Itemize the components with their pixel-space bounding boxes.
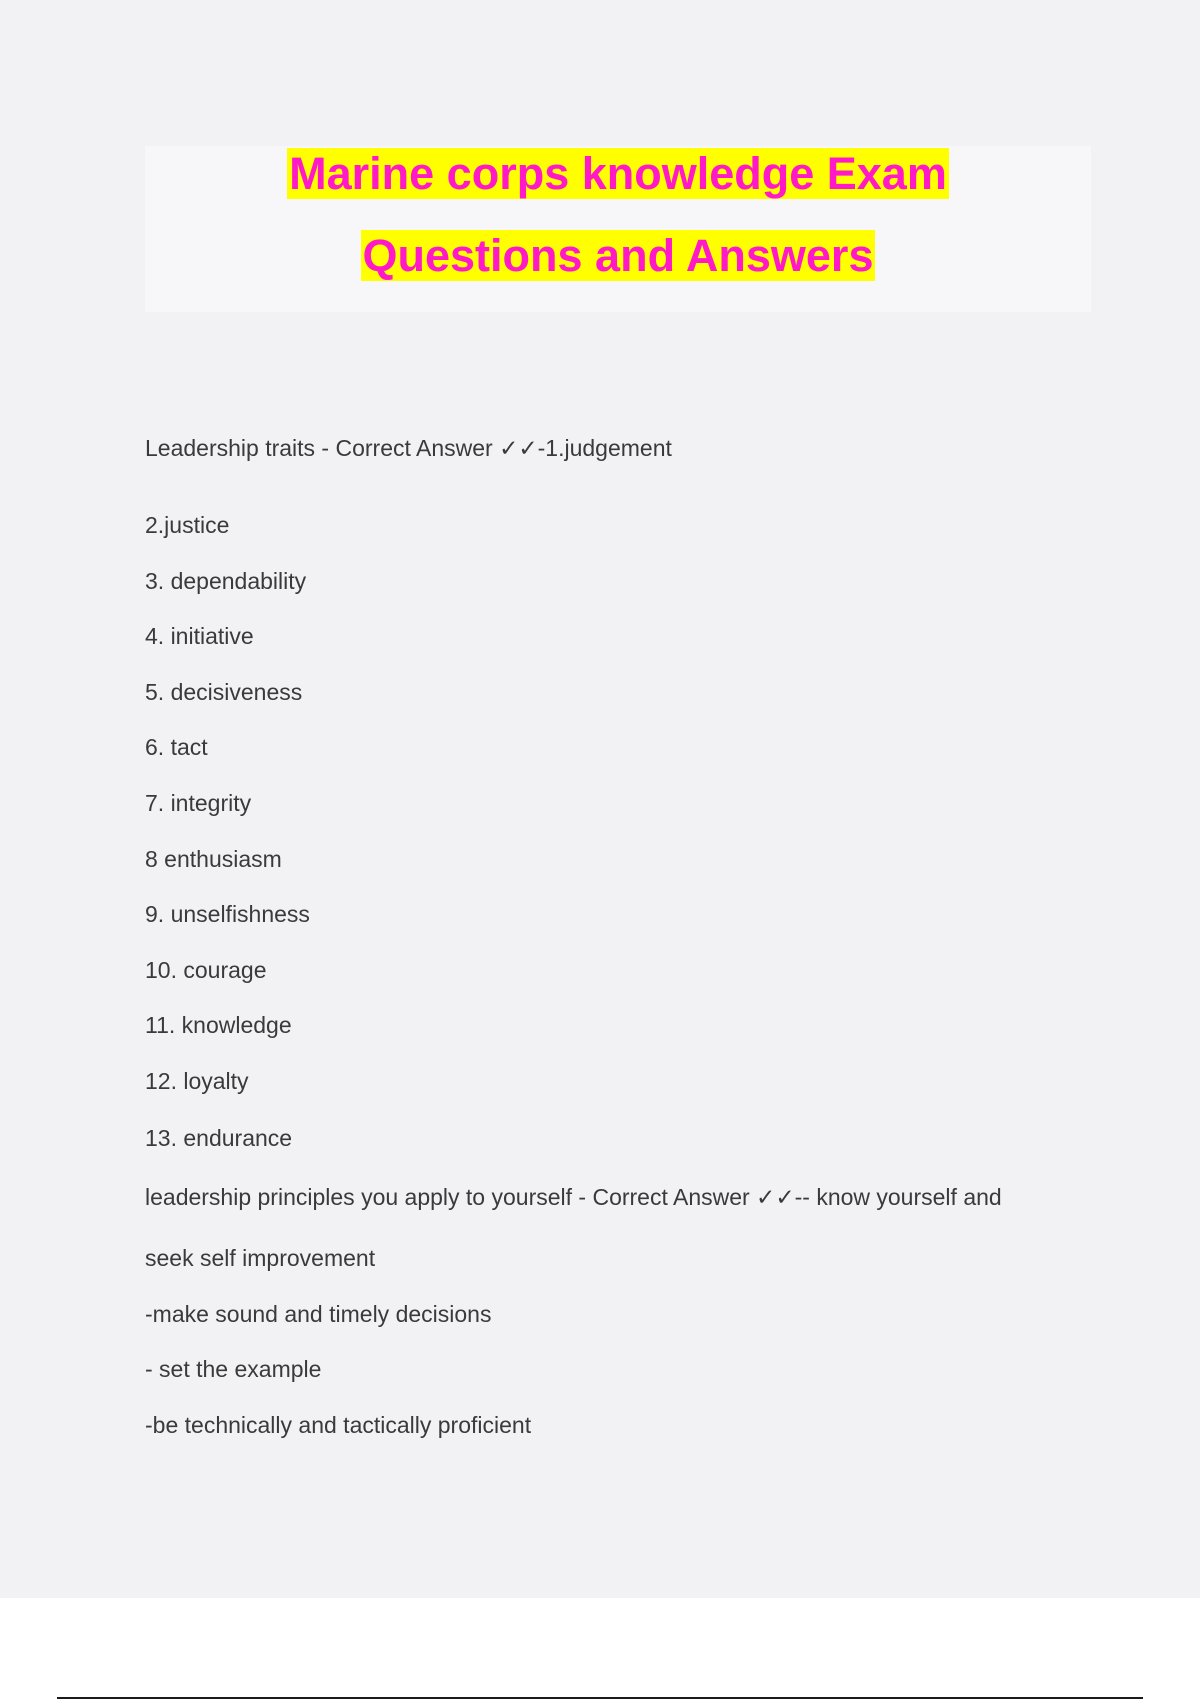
title-line-2 — [145, 228, 1091, 284]
answer-line: 12. loyalty — [145, 1068, 249, 1094]
answer-line: -make sound and timely decisions — [145, 1301, 492, 1327]
answer-line: 5. decisiveness — [145, 679, 303, 705]
answer-line: - set the example — [145, 1356, 322, 1382]
answer-line: 6. tact — [145, 734, 208, 760]
answer-line: 3. dependability — [145, 568, 307, 594]
answer-line: 4. initiative — [145, 623, 254, 649]
answer-line: 11. knowledge — [145, 1012, 292, 1038]
answer-line: 2.justice — [145, 512, 230, 538]
answer-line: 13. endurance — [145, 1125, 293, 1151]
answer-line: -be technically and tactically proficient — [145, 1412, 532, 1438]
answer-line: 8 enthusiasm — [145, 846, 282, 872]
title-line-2-text: Questions and Answers — [362, 230, 874, 281]
question-leadership-principles: leadership principles you apply to yourself - Correct Answer ✓✓-- know yourself and — [145, 1184, 1002, 1210]
title-line-1 — [145, 146, 1091, 202]
title-line-1-text: Marine corps knowledge Exam — [289, 148, 947, 199]
answer-line: 7. integrity — [145, 790, 252, 816]
answer-line: 9. unselfishness — [145, 901, 310, 927]
footer-divider — [57, 1697, 1143, 1699]
answer-line: seek self improvement — [145, 1245, 376, 1271]
answer-line: 10. courage — [145, 957, 267, 983]
question-leadership-traits: Leadership traits - Correct Answer ✓✓-1.judgement — [145, 435, 672, 461]
